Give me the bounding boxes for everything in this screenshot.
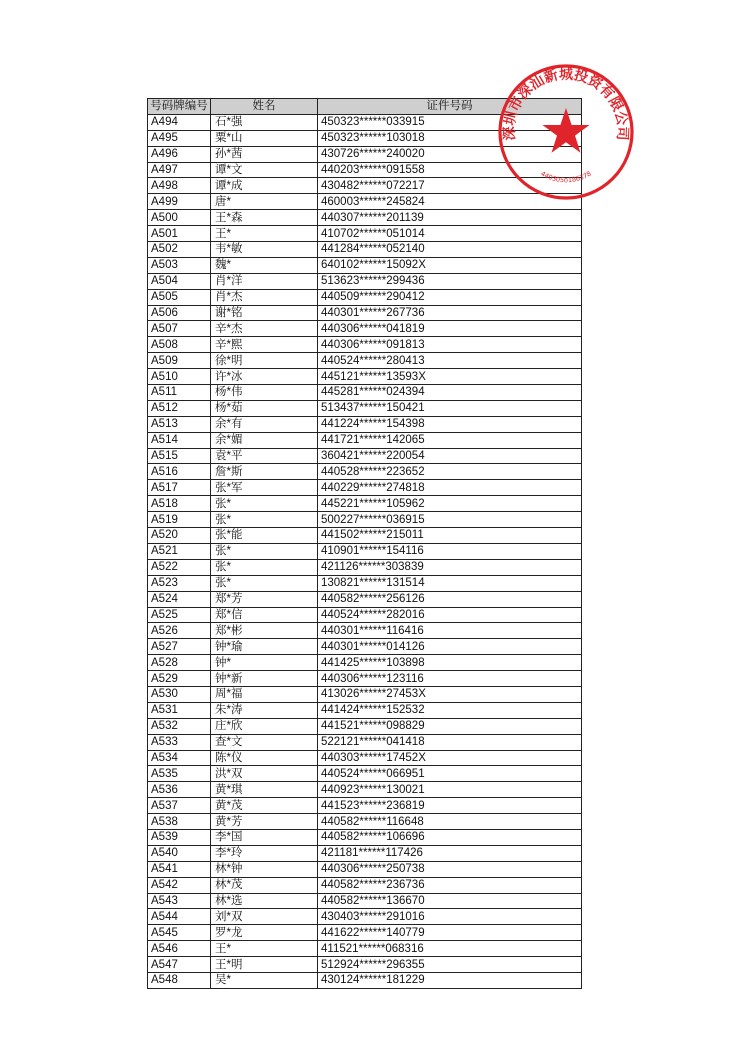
row-name-cell: 唐*	[211, 194, 318, 210]
row-number-cell: A548	[148, 972, 211, 988]
row-id-cell: 440306******123116	[318, 671, 582, 687]
row-number-cell: A534	[148, 750, 211, 766]
row-id-cell: 411521******068316	[318, 941, 582, 957]
row-name-cell: 辛*杰	[211, 321, 318, 337]
row-id-cell: 445221******105962	[318, 496, 582, 512]
table-row	[148, 957, 582, 973]
row-number-cell: A546	[148, 941, 211, 957]
row-id-cell: 522121******041418	[318, 734, 582, 750]
row-id-cell: 440229******274818	[318, 480, 582, 496]
row-number-cell: A520	[148, 528, 211, 544]
row-id-cell: 460003******245824	[318, 194, 582, 210]
table-row	[148, 829, 582, 845]
row-number-cell: A503	[148, 257, 211, 273]
table-row	[148, 766, 582, 782]
row-name-cell: 黄*芳	[211, 814, 318, 830]
table-row	[148, 337, 582, 353]
table-row	[148, 543, 582, 559]
row-name-cell: 詹*斯	[211, 464, 318, 480]
row-id-cell: 441721******142065	[318, 432, 582, 448]
table-row	[148, 686, 582, 702]
row-id-cell: 441523******236819	[318, 798, 582, 814]
row-id-cell: 440301******014126	[318, 639, 582, 655]
row-name-cell: 张*军	[211, 480, 318, 496]
row-number-cell: A525	[148, 607, 211, 623]
table-row	[148, 512, 582, 528]
row-number-cell: A499	[148, 194, 211, 210]
table-row	[148, 718, 582, 734]
row-id-cell: 413026******27453X	[318, 686, 582, 702]
row-name-cell: 张*	[211, 543, 318, 559]
row-number-cell: A536	[148, 782, 211, 798]
row-name-cell: 林*选	[211, 893, 318, 909]
row-id-cell: 440509******290412	[318, 289, 582, 305]
row-name-cell: 郑*彬	[211, 623, 318, 639]
row-name-cell: 谭*文	[211, 162, 318, 178]
row-id-cell: 421126******303839	[318, 559, 582, 575]
column-header-name: 姓名	[211, 99, 318, 115]
row-number-cell: A532	[148, 718, 211, 734]
table-row	[148, 416, 582, 432]
table-row	[148, 893, 582, 909]
column-header-id: 证件号码	[318, 99, 582, 115]
row-number-cell: A495	[148, 130, 211, 146]
row-number-cell: A506	[148, 305, 211, 321]
table-row	[148, 385, 582, 401]
row-number-cell: A535	[148, 766, 211, 782]
row-id-cell: 441521******098829	[318, 718, 582, 734]
row-id-cell: 440303******17452X	[318, 750, 582, 766]
table-row	[148, 432, 582, 448]
row-id-cell: 450323******033915	[318, 114, 582, 130]
row-name-cell: 张*	[211, 559, 318, 575]
row-name-cell: 吴*	[211, 972, 318, 988]
table-row	[148, 528, 582, 544]
row-number-cell: A543	[148, 893, 211, 909]
table-row	[148, 496, 582, 512]
row-name-cell: 洪*双	[211, 766, 318, 782]
row-name-cell: 李*玲	[211, 845, 318, 861]
table-row	[148, 575, 582, 591]
row-id-cell: 441502******215011	[318, 528, 582, 544]
table-row	[148, 655, 582, 671]
row-id-cell: 441622******140779	[318, 925, 582, 941]
row-number-cell: A533	[148, 734, 211, 750]
row-number-cell: A511	[148, 385, 211, 401]
row-number-cell: A530	[148, 686, 211, 702]
row-number-cell: A544	[148, 909, 211, 925]
row-number-cell: A496	[148, 146, 211, 162]
row-name-cell: 余*媚	[211, 432, 318, 448]
row-number-cell: A514	[148, 432, 211, 448]
table-row	[148, 845, 582, 861]
row-name-cell: 肖*洋	[211, 273, 318, 289]
row-number-cell: A516	[148, 464, 211, 480]
row-number-cell: A504	[148, 273, 211, 289]
row-id-cell: 430403******291016	[318, 909, 582, 925]
row-number-cell: A524	[148, 591, 211, 607]
row-id-cell: 445121******13593X	[318, 369, 582, 385]
row-number-cell: A521	[148, 543, 211, 559]
row-id-cell: 640102******15092X	[318, 257, 582, 273]
row-number-cell: A539	[148, 829, 211, 845]
table-row	[148, 273, 582, 289]
row-number-cell: A508	[148, 337, 211, 353]
row-number-cell: A515	[148, 448, 211, 464]
row-name-cell: 刘*双	[211, 909, 318, 925]
row-id-cell: 440528******223652	[318, 464, 582, 480]
row-id-cell: 440203******091558	[318, 162, 582, 178]
table-row	[148, 639, 582, 655]
row-id-cell: 440301******116416	[318, 623, 582, 639]
table-row	[148, 734, 582, 750]
row-number-cell: A512	[148, 400, 211, 416]
row-id-cell: 440582******116648	[318, 814, 582, 830]
table-row	[148, 861, 582, 877]
row-name-cell: 周*福	[211, 686, 318, 702]
star-icon	[543, 108, 590, 153]
row-name-cell: 余*有	[211, 416, 318, 432]
row-id-cell: 450323******103018	[318, 130, 582, 146]
row-name-cell: 韦*敏	[211, 242, 318, 258]
row-name-cell: 朱*涛	[211, 702, 318, 718]
row-name-cell: 罗*龙	[211, 925, 318, 941]
row-id-cell: 440524******066951	[318, 766, 582, 782]
row-name-cell: 张*	[211, 575, 318, 591]
registration-table	[147, 98, 582, 989]
table-row	[148, 226, 582, 242]
table-row	[148, 798, 582, 814]
row-id-cell: 513623******299436	[318, 273, 582, 289]
table-row	[148, 464, 582, 480]
row-id-cell: 440582******256126	[318, 591, 582, 607]
row-number-cell: A501	[148, 226, 211, 242]
row-number-cell: A505	[148, 289, 211, 305]
company-seal	[496, 62, 636, 202]
row-id-cell: 410901******154116	[318, 543, 582, 559]
row-number-cell: A526	[148, 623, 211, 639]
row-number-cell: A519	[148, 512, 211, 528]
seal-ring-text: 深圳市深汕新城投资有限公司	[501, 66, 631, 141]
row-name-cell: 林*钟	[211, 861, 318, 877]
table-row	[148, 289, 582, 305]
row-number-cell: A528	[148, 655, 211, 671]
seal-serial: 4403050186378	[539, 169, 593, 185]
row-id-cell: 440306******250738	[318, 861, 582, 877]
table-row	[148, 925, 582, 941]
table-row	[148, 782, 582, 798]
row-id-cell: 430482******072217	[318, 178, 582, 194]
table-row	[148, 591, 582, 607]
row-id-cell: 440524******282016	[318, 607, 582, 623]
row-id-cell: 410702******051014	[318, 226, 582, 242]
row-name-cell: 徐*明	[211, 353, 318, 369]
row-id-cell: 440301******267736	[318, 305, 582, 321]
row-id-cell: 440524******280413	[318, 353, 582, 369]
row-id-cell: 440582******136670	[318, 893, 582, 909]
row-id-cell: 513437******150421	[318, 400, 582, 416]
row-id-cell: 440923******130021	[318, 782, 582, 798]
row-name-cell: 陈*仪	[211, 750, 318, 766]
table-row	[148, 448, 582, 464]
row-name-cell: 许*冰	[211, 369, 318, 385]
row-number-cell: A497	[148, 162, 211, 178]
row-id-cell: 500227******036915	[318, 512, 582, 528]
table-row	[148, 369, 582, 385]
row-name-cell: 王*明	[211, 957, 318, 973]
row-name-cell: 张*能	[211, 528, 318, 544]
table-row	[148, 814, 582, 830]
row-name-cell: 张*	[211, 512, 318, 528]
row-number-cell: A509	[148, 353, 211, 369]
row-name-cell: 庄*欣	[211, 718, 318, 734]
table-row	[148, 877, 582, 893]
table-row	[148, 750, 582, 766]
row-number-cell: A529	[148, 671, 211, 687]
table-row	[148, 909, 582, 925]
row-name-cell: 郑*芳	[211, 591, 318, 607]
row-name-cell: 杨*伟	[211, 385, 318, 401]
row-name-cell: 王*	[211, 941, 318, 957]
row-id-cell: 441425******103898	[318, 655, 582, 671]
row-name-cell: 钟*瑜	[211, 639, 318, 655]
row-id-cell: 421181******117426	[318, 845, 582, 861]
row-number-cell: A494	[148, 114, 211, 130]
row-number-cell: A522	[148, 559, 211, 575]
row-number-cell: A523	[148, 575, 211, 591]
row-id-cell: 440582******236736	[318, 877, 582, 893]
column-header-number: 号码牌编号	[148, 99, 211, 115]
row-name-cell: 杨*茹	[211, 400, 318, 416]
row-name-cell: 粟*山	[211, 130, 318, 146]
row-name-cell: 王*	[211, 226, 318, 242]
row-id-cell: 430124******181229	[318, 972, 582, 988]
row-number-cell: A541	[148, 861, 211, 877]
row-number-cell: A545	[148, 925, 211, 941]
row-name-cell: 肖*杰	[211, 289, 318, 305]
row-id-cell: 441284******052140	[318, 242, 582, 258]
row-id-cell: 360421******220054	[318, 448, 582, 464]
row-number-cell: A510	[148, 369, 211, 385]
table-row	[148, 607, 582, 623]
row-name-cell: 黄*茂	[211, 798, 318, 814]
row-id-cell: 440307******201139	[318, 210, 582, 226]
row-id-cell: 430726******240020	[318, 146, 582, 162]
row-name-cell: 黄*琪	[211, 782, 318, 798]
row-id-cell: 130821******131514	[318, 575, 582, 591]
row-name-cell: 林*茂	[211, 877, 318, 893]
row-name-cell: 石*强	[211, 114, 318, 130]
row-name-cell: 钟*	[211, 655, 318, 671]
row-number-cell: A507	[148, 321, 211, 337]
row-id-cell: 441424******152532	[318, 702, 582, 718]
row-id-cell: 441224******154398	[318, 416, 582, 432]
row-number-cell: A531	[148, 702, 211, 718]
table-row	[148, 480, 582, 496]
table-row	[148, 305, 582, 321]
row-name-cell: 魏*	[211, 257, 318, 273]
table-row	[148, 353, 582, 369]
row-number-cell: A513	[148, 416, 211, 432]
table-row	[148, 400, 582, 416]
row-id-cell: 445281******024394	[318, 385, 582, 401]
table-row	[148, 257, 582, 273]
row-name-cell: 张*	[211, 496, 318, 512]
table-row	[148, 702, 582, 718]
row-name-cell: 郑*信	[211, 607, 318, 623]
row-name-cell: 辛*熙	[211, 337, 318, 353]
row-number-cell: A542	[148, 877, 211, 893]
row-number-cell: A537	[148, 798, 211, 814]
table-row	[148, 559, 582, 575]
row-id-cell: 512924******296355	[318, 957, 582, 973]
table-row	[148, 671, 582, 687]
table-row	[148, 242, 582, 258]
row-number-cell: A502	[148, 242, 211, 258]
table-row	[148, 321, 582, 337]
row-name-cell: 谭*成	[211, 178, 318, 194]
table-row	[148, 623, 582, 639]
table-row	[148, 941, 582, 957]
row-number-cell: A538	[148, 814, 211, 830]
row-name-cell: 钟*新	[211, 671, 318, 687]
row-name-cell: 查*文	[211, 734, 318, 750]
row-id-cell: 440306******091813	[318, 337, 582, 353]
row-id-cell: 440306******041819	[318, 321, 582, 337]
table-row	[148, 210, 582, 226]
row-id-cell: 440582******106696	[318, 829, 582, 845]
row-name-cell: 谢*铭	[211, 305, 318, 321]
row-name-cell: 王*森	[211, 210, 318, 226]
row-number-cell: A518	[148, 496, 211, 512]
row-name-cell: 孙*茜	[211, 146, 318, 162]
row-number-cell: A517	[148, 480, 211, 496]
table-row	[148, 972, 582, 988]
row-name-cell: 袁*平	[211, 448, 318, 464]
row-number-cell: A500	[148, 210, 211, 226]
row-number-cell: A498	[148, 178, 211, 194]
row-number-cell: A540	[148, 845, 211, 861]
row-name-cell: 李*国	[211, 829, 318, 845]
row-number-cell: A547	[148, 957, 211, 973]
row-number-cell: A527	[148, 639, 211, 655]
